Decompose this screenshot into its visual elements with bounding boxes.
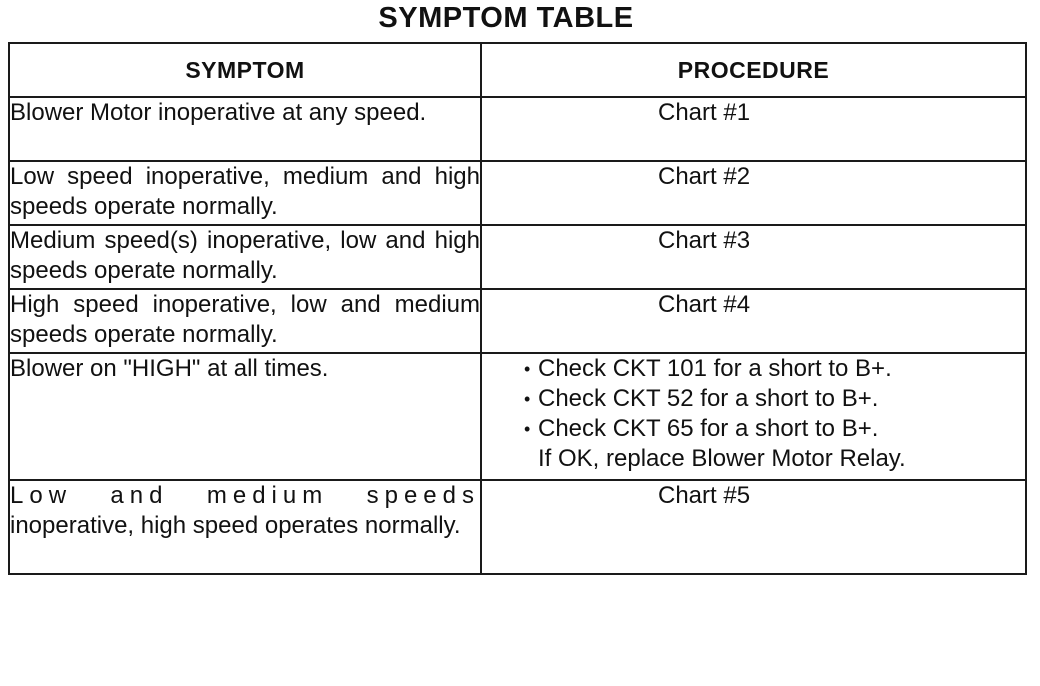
chart-reference: Chart #1	[658, 99, 751, 126]
procedure-step: Check CKT 101 for a short to B+.	[538, 355, 892, 382]
procedure-list-item	[524, 354, 1025, 384]
procedure-cell	[481, 289, 1026, 353]
table-row	[9, 289, 1026, 353]
chart-reference: Chart #5	[658, 482, 751, 509]
symptom-column-header: SYMPTOM	[9, 43, 481, 97]
procedure-cell	[481, 480, 1026, 574]
chart-reference: Chart #3	[658, 227, 751, 254]
procedure-cell	[481, 97, 1026, 161]
bullet-icon: •	[524, 419, 531, 439]
procedure-cell	[481, 161, 1026, 225]
procedure-note: If OK, replace Blower Motor Relay.	[538, 445, 906, 472]
symptom-text-spaced: Low and medium speeds	[10, 482, 480, 509]
table-row	[9, 161, 1026, 225]
procedure-step: Check CKT 52 for a short to B+.	[538, 385, 879, 412]
procedure-step: Check CKT 65 for a short to B+.	[538, 415, 879, 442]
table-row	[9, 480, 1026, 574]
symptom-cell: Blower Motor inoperative at any speed.	[9, 97, 481, 161]
page-title: SYMPTOM TABLE	[378, 2, 634, 34]
table-row	[9, 225, 1026, 289]
table-header-row	[9, 43, 1026, 97]
symptom-cell: Blower on "HIGH" at all times.	[9, 353, 481, 480]
bullet-icon: •	[524, 359, 531, 379]
procedure-list-item	[524, 414, 1025, 444]
chart-reference: Chart #2	[658, 163, 751, 190]
symptom-cell: Medium speed(s) inoperative, low and high speeds operate normally.	[9, 225, 481, 289]
bullet-icon: •	[524, 389, 531, 409]
procedure-cell	[481, 225, 1026, 289]
symptom-text: inoperative, high speed operates normally.	[10, 512, 461, 539]
procedure-column-header: PROCEDURE	[481, 43, 1026, 97]
symptom-cell: Low speed inoperative, medium and high speeds operate normally.	[9, 161, 481, 225]
symptom-cell: High speed inoperative, low and medium speeds operate normally.	[9, 289, 481, 353]
symptom-cell	[9, 480, 481, 574]
table-row	[9, 97, 1026, 161]
procedure-list-item	[524, 384, 1025, 414]
chart-reference: Chart #4	[658, 291, 751, 318]
procedure-list	[482, 354, 1025, 444]
procedure-cell	[481, 353, 1026, 480]
table-row	[9, 353, 1026, 480]
symptom-table	[8, 42, 1027, 575]
